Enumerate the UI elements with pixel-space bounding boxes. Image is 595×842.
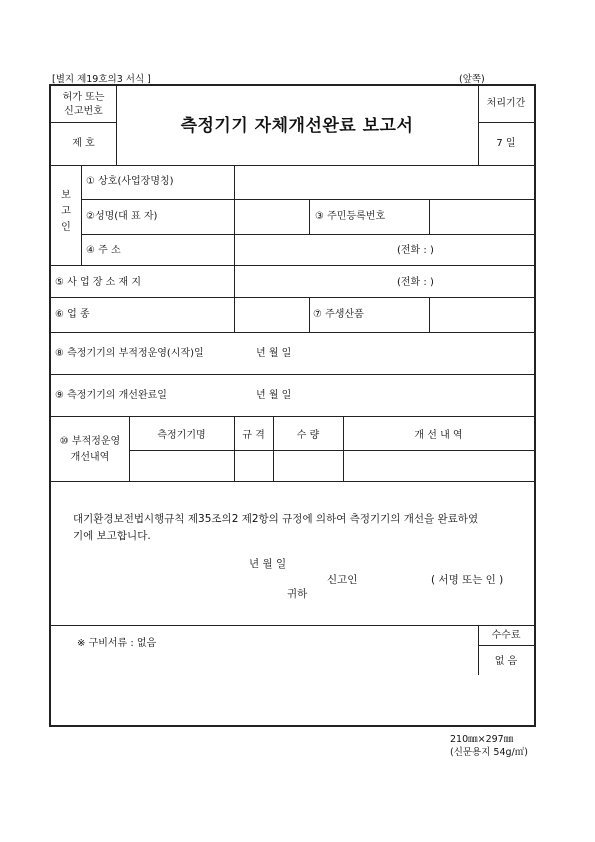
industry-label: ⑥ 업 종 xyxy=(55,309,90,320)
reporter-side-label: 보 xyxy=(61,190,71,201)
improper-start-date: 년 월 일 xyxy=(256,348,292,359)
required-documents: ※ 구비서류 : 없음 xyxy=(77,638,157,649)
form-frame xyxy=(49,84,536,727)
paper-size: 210㎜×297㎜ xyxy=(450,734,514,745)
resident-number-label: ③ 주민등록번호 xyxy=(315,211,386,222)
fee-value: 없 음 xyxy=(494,656,518,667)
completion-date: 년 월 일 xyxy=(256,390,292,401)
completion-date-label: ⑨ 측정기기의 개선완료일 xyxy=(55,390,167,401)
column-header: 규 격 xyxy=(242,430,265,441)
site-phone: (전화 : ) xyxy=(397,277,434,288)
main-product-label: ⑦ 주생산품 xyxy=(313,309,364,320)
address-label: ④ 주 소 xyxy=(86,245,121,256)
improvement-label: ⑩ 부적정운영 xyxy=(59,436,121,447)
representative-name-label: ②성명(대 표 자) xyxy=(86,211,158,222)
reporter-side-label: 고 xyxy=(61,206,71,217)
reporter-signature-label: 신고인 xyxy=(327,574,358,586)
statement-text: 대기환경보전법시행규칙 제35조의2 제2항의 규정에 의하여 측정기기의 개선을 완료하였 xyxy=(73,513,479,525)
form-number: [별지 제19호의3 서식 ] xyxy=(52,74,151,85)
permit-label: 신고번호 xyxy=(64,106,103,117)
statement-date: 년 월 일 xyxy=(249,558,287,570)
trade-name-label: ① 상호(사업장명칭) xyxy=(86,176,174,187)
permit-label: 허가 또는 xyxy=(62,92,105,103)
document-title: 측정기기 자체개선완료 보고서 xyxy=(180,116,414,136)
address-phone: (전화 : ) xyxy=(397,245,434,256)
improper-start-label: ⑧ 측정기기의 부적정운영(시작)일 xyxy=(55,348,204,359)
site-location-label: ⑤ 사 업 장 소 재 지 xyxy=(55,277,141,288)
processing-period-label: 처리기간 xyxy=(486,98,526,109)
fee-label: 수수료 xyxy=(491,630,521,641)
column-header: 측정기기명 xyxy=(157,430,206,441)
column-header: 수 량 xyxy=(296,430,320,441)
paper-type: (신문용지 54g/㎡) xyxy=(450,747,528,758)
permit-number-label: 제 호 xyxy=(72,138,95,149)
signature-placeholder: ( 서명 또는 인 ) xyxy=(431,574,504,586)
recipient-label: 귀하 xyxy=(287,588,308,600)
page-side-label: (앞쪽) xyxy=(459,74,485,85)
statement-text: 기에 보고합니다. xyxy=(73,530,151,542)
reporter-side-label: 인 xyxy=(61,222,71,233)
column-header: 개 선 내 역 xyxy=(414,430,463,441)
processing-period-value: 7 일 xyxy=(496,138,516,149)
improvement-label: 개선내역 xyxy=(70,452,110,463)
